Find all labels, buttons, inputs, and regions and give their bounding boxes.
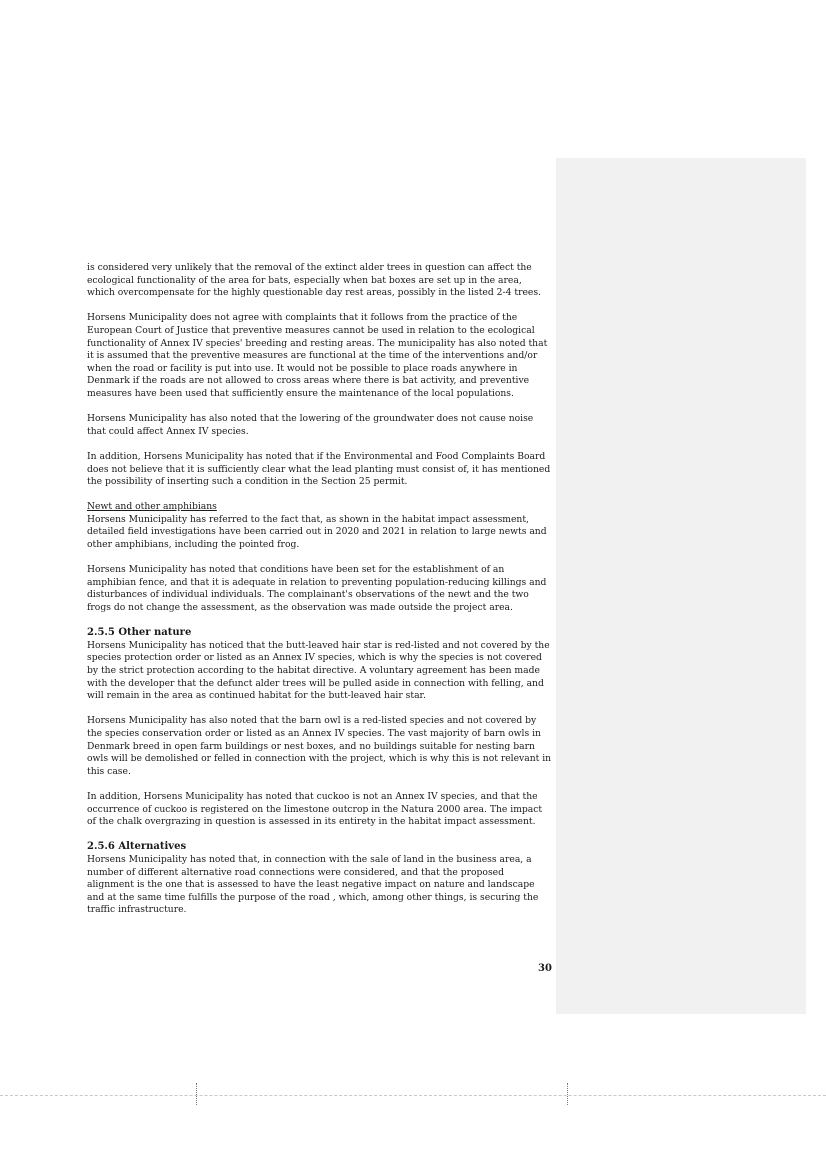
scan-mark-left	[196, 1083, 199, 1105]
body-paragraph: Horsens Municipality has noted that conditions have been set for the establishment of an amphibian fence, and that it is adequate in relation to preventing population-reducing killings and disturbances of individual individuals. The complainant's observations of the newt and the two frogs do not change the assessment, as the observation was made outside the project area.	[87, 564, 547, 614]
scan-edge-line	[0, 1095, 826, 1096]
body-paragraph: is considered very unlikely that the removal of the extinct alder trees in question can affect the ecological functionality of the area for bats, especially when bat boxes are set up in the area, which overcompensate for the highly questionable day rest areas, possibly in the listed 2-4 trees.	[87, 262, 541, 299]
body-paragraph: In addition, Horsens Municipality has noted that if the Environmental and Food Complaints Board does not believe that it is sufficiently clear what the lead planting must consist of, it has mentioned the possibility of inserting such a condition in the Section 25 permit.	[87, 450, 551, 488]
body-paragraph: In addition, Horsens Municipality has noted that cuckoo is not an Annex IV species, and that the occurrence of cuckoo is registered on the limestone outcrop in the Natura 2000 area. The impact of the chalk overgrazing in question is assessed in its entirety in the habitat impact assessment.	[87, 790, 543, 828]
scan-shadow	[556, 158, 806, 1014]
body-paragraph: Horsens Municipality has noted that, in connection with the sale of land in the business area, a number of different alternative road connections were considered, and that the proposed alignment is the one that is assessed to have the least negative impact on nature and landscape and at the same time fulfills the purpose of the road , which, among other things, is securing the traffic infrastructure.	[87, 853, 539, 916]
body-paragraph: Horsens Municipality does not agree with complaints that it follows from the practice of the European Court of Justice that preventive measures cannot be used in relation to the ecological functionality of Annex IV species' breeding and resting areas. The municipality has also noted that it is assumed that the preventive measures are functional at the time of the interventions and/or when the road or facility is put into use. It would not be possible to place roads anywhere in Denmark if the roads are not allowed to cross areas where there is bat activity, and preventive measures have been used that sufficiently ensure the maintenance of the local populations.	[87, 312, 548, 399]
body-paragraph: Horsens Municipality has noticed that the butt-leaved hair star is red-listed and not covered by the species protection order or listed as an Annex IV species, which is why the species is not covered by the strict protection according to the habitat directive. A voluntary agreement has been made with the developer that the defunct alder trees will be pulled aside in connection with felling, and will remain in the area as continued habitat for the butt-leaved hair star.	[87, 639, 550, 702]
newt-section-heading: Newt and other amphibians	[87, 501, 217, 513]
section-heading-alternatives: 2.5.6 Alternatives	[87, 841, 187, 853]
body-paragraph: Horsens Municipality has also noted that the barn owl is a red-listed species and not covered by the species conservation order or listed as an Annex IV species. The vast majority of barn owls in Denmark breed in open farm buildings or nest boxes, and no buildings suitable for nesting barn owls will be demolished or felled in connection with the project, which is why this is not relevant in this case.	[87, 715, 552, 777]
scan-mark-right	[567, 1083, 570, 1105]
section-heading-other-nature: 2.5.5 Other nature	[87, 627, 192, 639]
body-paragraph: Horsens Municipality has also noted that the lowering of the groundwater does not cause noise that could affect Annex IV species.	[87, 413, 534, 437]
body-paragraph: Horsens Municipality has referred to the fact that, as shown in the habitat impact assessment, detailed field investigations have been carried out in 2020 and 2021 in relation to large newts and other amphibians, including the pointed frog.	[87, 513, 547, 551]
document-page	[87, 262, 552, 917]
page-number: 30	[538, 963, 552, 974]
